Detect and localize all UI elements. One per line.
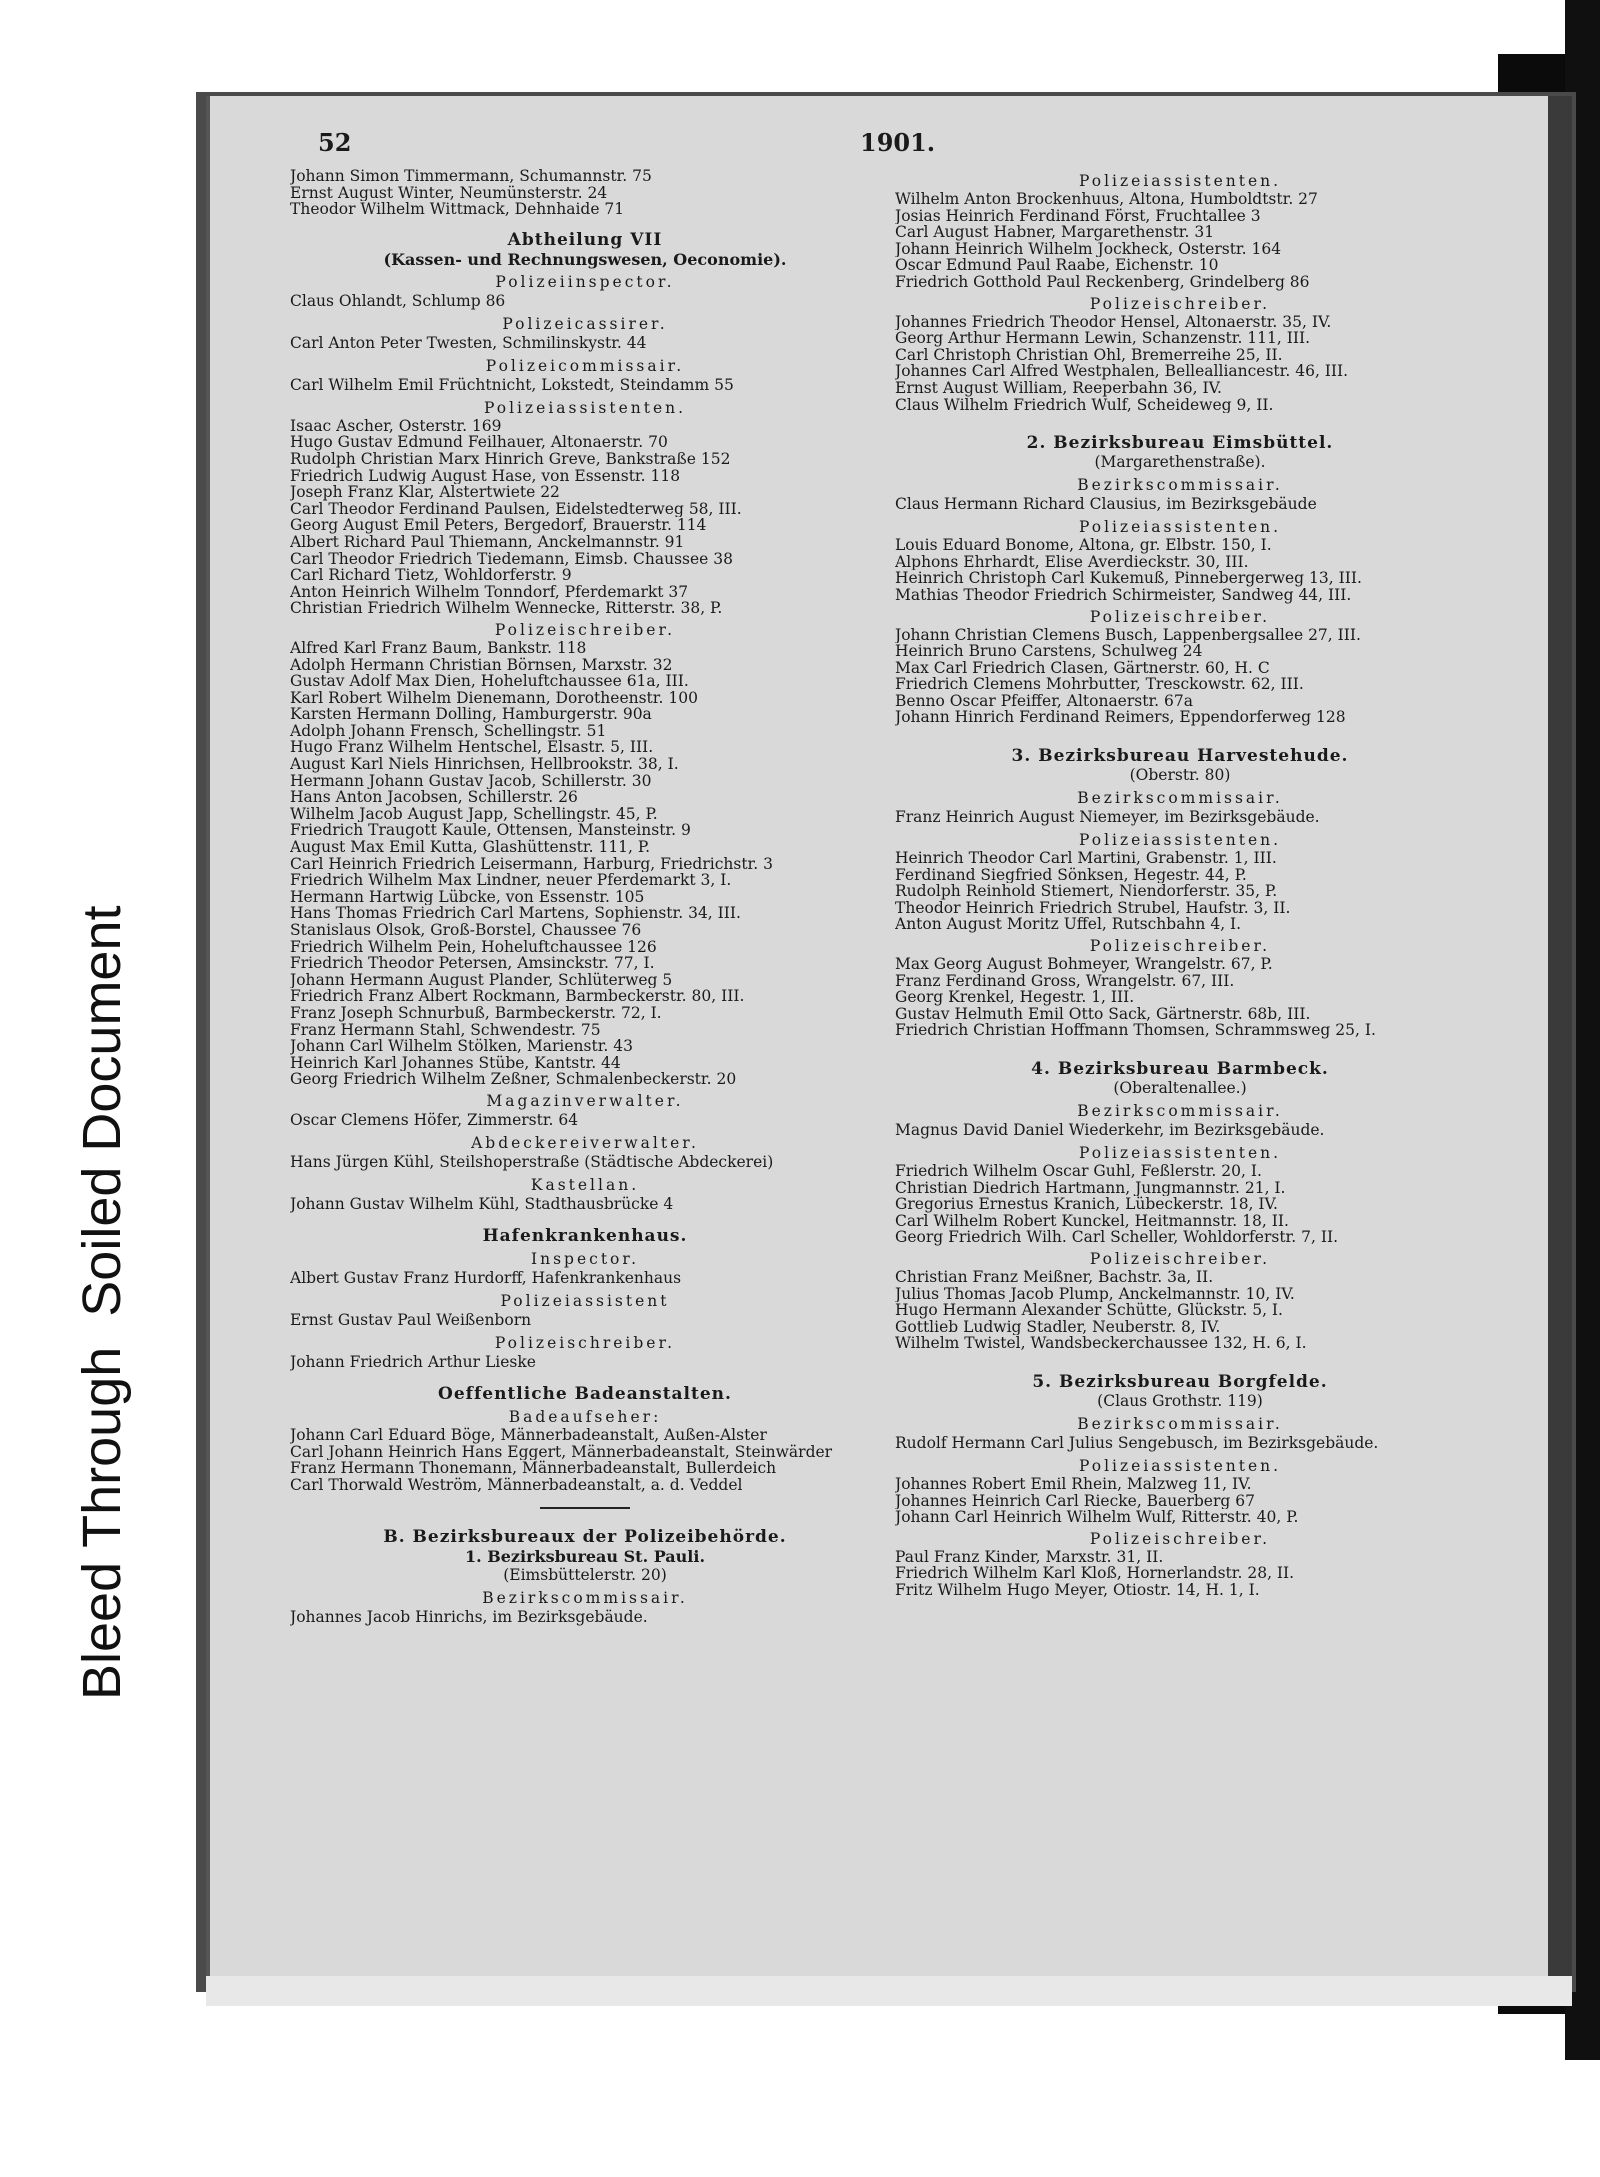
entry: Johann Hinrich Ferdinand Reimers, Eppendorferweg 128: [895, 709, 1346, 727]
section-title: 3. Bezirksbureau Harvestehude.: [1011, 746, 1349, 767]
section-title: Oeffentliche Badeanstalten.: [438, 1383, 732, 1404]
divider: [540, 1507, 630, 1509]
role-heading: Bezirkscommissair.: [1077, 1414, 1283, 1433]
role-heading: Polizeischreiber.: [1089, 607, 1271, 626]
entry: Gregorius Ernestus Kranich, Lübeckerstr. 18, IV.: [895, 1196, 1278, 1213]
entry: Friedrich Franz Albert Rockmann, Barmbeckerstr. 80, III.: [290, 988, 745, 1005]
entry: Johann Simon Timmermann, Schumannstr. 75: [290, 168, 652, 185]
entry: Friedrich Wilhelm Max Lindner, neuer Pferdemarkt 3, I.: [290, 872, 732, 889]
role-heading: Polizeischreiber.: [1089, 1529, 1271, 1548]
entry: Heinrich Theodor Carl Martini, Grabenstr. 1, III.: [895, 850, 1277, 867]
entry: Hans Anton Jacobsen, Schillerstr. 26: [290, 789, 578, 806]
entry: Georg Arthur Hermann Lewin, Schanzenstr. 111, III.: [895, 330, 1311, 347]
role-heading: Polizeicommissair.: [485, 356, 685, 375]
entry: Adolph Johann Frensch, Schellingstr. 51: [290, 722, 607, 740]
entry: Rudolph Christian Marx Hinrich Greve, Bankstraße 152: [290, 450, 731, 468]
entry: Johannes Friedrich Theodor Hensel, Altonaerstr. 35, IV.: [895, 313, 1332, 331]
entry: Friedrich Clemens Mohrbutter, Tresckowstr. 62, III.: [895, 676, 1304, 693]
entry: Friedrich Wilhelm Oscar Guhl, Feßlerstr. 20, I.: [895, 1163, 1262, 1180]
entry: Hugo Hermann Alexander Schütte, Glückstr. 5, I.: [895, 1302, 1283, 1319]
entry: Hermann Johann Gustav Jacob, Schillerstr. 30: [290, 772, 652, 790]
section-title: 2. Bezirksbureau Eimsbüttel.: [1026, 433, 1334, 454]
entry: Max Carl Friedrich Clasen, Gärtnerstr. 60, H. C: [895, 659, 1270, 677]
entry: Johann Gustav Wilhelm Kühl, Stadthausbrücke 4: [290, 1194, 674, 1213]
entry: Isaac Ascher, Osterstr. 169: [290, 417, 502, 435]
page-bottom-strip: [206, 1976, 1572, 2006]
role-heading: Polizeicassirer.: [502, 314, 668, 333]
entry: Friedrich Christian Hoffmann Thomsen, Schrammsweg 25, I.: [895, 1022, 1376, 1039]
entry: Carl August Habner, Margarethenstr. 31: [895, 224, 1215, 241]
entry: Ernst August Winter, Neumünsterstr. 24: [290, 184, 608, 202]
entry: Oscar Edmund Paul Raabe, Eichenstr. 10: [895, 257, 1219, 274]
role-heading: Polizeiassistenten.: [1078, 518, 1282, 537]
entry: Friedrich Traugott Kaule, Ottensen, Mansteinstr. 9: [290, 822, 691, 840]
role-heading: Kastellan.: [530, 1175, 640, 1194]
page-gutter: [1548, 96, 1572, 1976]
entry: Christian Diedrich Hartmann, Jungmannstr. 21, I.: [895, 1179, 1286, 1197]
entry: Georg Krenkel, Hegestr. 1, III.: [895, 989, 1135, 1006]
entry: Friedrich Wilhelm Pein, Hoheluftchaussee 126: [290, 938, 657, 956]
entry: Georg Friedrich Wilh. Carl Scheller, Wohldorferstr. 7, II.: [895, 1229, 1338, 1246]
entry: Magnus David Daniel Wiederkehr, im Bezirksgebäude.: [895, 1121, 1325, 1139]
section-title: Hafenkrankenhaus.: [482, 1225, 688, 1246]
entry: Carl Richard Tietz, Wohldorferstr. 9: [290, 567, 572, 584]
entry: Claus Hermann Richard Clausius, im Bezirksgebäude: [895, 495, 1317, 514]
entry: Johann Carl Eduard Böge, Männerbadeanstalt, Außen-Alster: [290, 1426, 767, 1444]
entry: Gustav Adolf Max Dien, Hoheluftchaussee 61a, III.: [290, 673, 689, 690]
role-heading: Polizeischreiber.: [494, 1333, 676, 1352]
section-title: Abtheilung VII: [507, 229, 663, 250]
entry: Franz Hermann Thonemann, Männerbadeanstalt, Bullerdeich: [290, 1460, 777, 1477]
entry: Carl Heinrich Friedrich Leisermann, Harburg, Friedrichstr. 3: [290, 855, 773, 873]
entry: Ernst August William, Reeperbahn 36, IV.: [895, 379, 1222, 397]
section-subtitle: (Kassen- und Rechnungswesen, Oeconomie).: [383, 249, 787, 269]
entry: Karsten Hermann Dolling, Hamburgerstr. 90a: [290, 706, 652, 723]
entry: Christian Friedrich Wilhelm Wennecke, Ritterstr. 38, P.: [290, 600, 723, 617]
section-title: 5. Bezirksbureau Borgfelde.: [1032, 1371, 1328, 1392]
banner-bleed-through: Bleed Through: [72, 1346, 132, 1700]
entry: Theodor Heinrich Friedrich Strubel, Haufstr. 3, II.: [895, 899, 1291, 917]
entry: Stanislaus Olsok, Groß-Borstel, Chaussee 76: [290, 922, 642, 939]
entry: Johannes Robert Emil Rhein, Malzweg 11, IV.: [895, 1475, 1252, 1493]
entry: Oscar Clemens Höfer, Zimmerstr. 64: [290, 1110, 579, 1129]
entry: Karl Robert Wilhelm Dienemann, Dorotheenstr. 100: [290, 689, 698, 707]
entry: Gustav Helmuth Emil Otto Sack, Gärtnerstr. 68b, III.: [895, 1005, 1311, 1023]
role-heading: Polizeiassistenten.: [1078, 1144, 1282, 1162]
entry: Georg August Emil Peters, Bergedorf, Brauerstr. 114: [290, 517, 707, 534]
entry: Theodor Wilhelm Wittmack, Dehnhaide 71: [290, 201, 625, 218]
entry: Johann Friedrich Arthur Lieske: [290, 1352, 536, 1371]
entry: Max Georg August Bohmeyer, Wrangelstr. 67, P.: [895, 956, 1273, 973]
role-heading: Polizeischreiber.: [1089, 1249, 1271, 1268]
entry: Johann Carl Wilhelm Stölken, Marienstr. 43: [290, 1038, 634, 1055]
entry: Johann Hermann August Plander, Schlüterweg 5: [290, 971, 673, 989]
entry: Anton Heinrich Wilhelm Tonndorf, Pferdemarkt 37: [290, 583, 689, 601]
entry: Franz Heinrich August Niemeyer, im Bezirksgebäude.: [895, 808, 1320, 827]
role-heading: Abdeckereiverwalter.: [471, 1133, 699, 1152]
entry: Johannes Jacob Hinrichs, im Bezirksgebäude.: [290, 1608, 648, 1627]
entry: Carl Anton Peter Twesten, Schmilinskystr. 44: [290, 333, 647, 352]
entry: Johannes Carl Alfred Westphalen, Bellealliancestr. 46, III.: [895, 363, 1349, 380]
role-heading: Bezirkscommissair.: [482, 1589, 688, 1608]
entry: Johannes Heinrich Carl Riecke, Bauerberg 67: [895, 1492, 1255, 1510]
role-heading: Polizeiassistenten.: [1078, 1456, 1282, 1475]
entry: Josias Heinrich Ferdinand Först, Fruchtallee 3: [895, 207, 1261, 225]
entry: August Karl Niels Hinrichsen, Hellbrookstr. 38, I.: [290, 756, 679, 773]
role-heading: Polizeischreiber.: [494, 620, 676, 639]
entry: Heinrich Bruno Carstens, Schulweg 24: [895, 643, 1203, 660]
right-column: [895, 168, 1465, 1599]
entry: Heinrich Karl Johannes Stübe, Kantstr. 44: [290, 1054, 621, 1072]
entry: Carl Wilhelm Emil Früchtnicht, Lokstedt, Steindamm 55: [290, 375, 734, 394]
role-heading: Magazinverwalter.: [486, 1091, 684, 1110]
entry: Carl Thorwald Weström, Männerbadeanstalt, a. d. Veddel: [290, 1476, 743, 1494]
entry: Wilhelm Jacob August Japp, Schellingstr. 45, P.: [290, 805, 658, 823]
address-line: (Oberstr. 80): [1129, 766, 1231, 785]
entry: Georg Friedrich Wilhelm Zeßner, Schmalenbeckerstr. 20: [290, 1071, 737, 1088]
entry: Hans Jürgen Kühl, Steilshoperstraße (Städtische Abdeckerei): [290, 1152, 774, 1171]
entry: Franz Hermann Stahl, Schwendestr. 75: [290, 1021, 601, 1039]
entry: Rudolf Hermann Carl Julius Sengebusch, im Bezirksgebäude.: [895, 1433, 1379, 1452]
entry: Hugo Franz Wilhelm Hentschel, Elsastr. 5, III.: [290, 739, 654, 757]
address-line: (Eimsbüttelerstr. 20): [503, 1566, 667, 1585]
role-heading: Polizeischreiber.: [1089, 937, 1271, 956]
role-heading: Badeaufseher:: [508, 1407, 662, 1426]
entry: Paul Franz Kinder, Marxstr. 31, II.: [895, 1548, 1164, 1566]
role-heading: Inspector.: [530, 1249, 640, 1268]
entry: Heinrich Christoph Carl Kukemuß, Pinnebergerweg 13, III.: [895, 570, 1362, 587]
entry: Gottlieb Ludwig Stadler, Neuberstr. 8, IV.: [895, 1318, 1221, 1336]
entry: Friedrich Ludwig August Hase, von Essenstr. 118: [290, 467, 681, 485]
entry: Anton August Moritz Uffel, Rutschbahn 4, I.: [895, 916, 1242, 934]
page-year: 1901.: [860, 128, 936, 157]
address-line: (Claus Grothstr. 119): [1097, 1391, 1263, 1410]
entry: Mathias Theodor Friedrich Schirmeister, Sandweg 44, III.: [895, 586, 1352, 604]
section-title: 4. Bezirksbureau Barmbeck.: [1031, 1059, 1329, 1079]
entry: Claus Ohlandt, Schlump 86: [290, 291, 506, 310]
entry: Carl Theodor Ferdinand Paulsen, Eidelstedterweg 58, III.: [290, 500, 742, 518]
role-heading: Polizeiassistenten.: [1078, 172, 1282, 190]
role-heading: Polizeiassistenten.: [1078, 831, 1282, 850]
entry: Friedrich Wilhelm Karl Kloß, Hornerlandstr. 28, II.: [895, 1565, 1295, 1582]
entry: Hugo Gustav Edmund Feilhauer, Altonaerstr. 70: [290, 434, 668, 451]
entry: Franz Ferdinand Gross, Wrangelstr. 67, III.: [895, 972, 1235, 990]
role-heading: Bezirkscommissair.: [1077, 1102, 1283, 1120]
entry: Carl Theodor Friedrich Tiedemann, Eimsb. Chaussee 38: [290, 550, 733, 568]
address-line: (Oberaltenallee.): [1113, 1079, 1247, 1097]
page-number: 52: [318, 128, 352, 157]
section-subtitle: 1. Bezirksbureau St. Pauli.: [464, 1547, 706, 1567]
section-title: B. Bezirksbureaux der Polizeibehörde.: [383, 1527, 787, 1548]
banner-soiled-document: Soiled Document: [72, 905, 132, 1317]
role-heading: Bezirkscommissair.: [1077, 476, 1283, 495]
entry: Franz Joseph Schnurbuß, Barmbeckerstr. 72, I.: [290, 1004, 662, 1022]
entry: Johann Carl Heinrich Wilhelm Wulf, Ritterstr. 40, P.: [895, 1509, 1299, 1526]
entry: Johann Heinrich Wilhelm Jockheck, Osterstr. 164: [895, 240, 1282, 258]
entry: Alphons Ehrhardt, Elise Averdieckstr. 30, III.: [895, 553, 1249, 571]
entry: Albert Gustav Franz Hurdorff, Hafenkrankenhaus: [290, 1268, 682, 1287]
entry: Julius Thomas Jacob Plump, Anckelmannstr. 10, IV.: [895, 1285, 1295, 1303]
entry: Albert Richard Paul Thiemann, Anckelmannstr. 91: [290, 533, 685, 551]
left-column: [290, 168, 880, 1627]
address-line: (Margarethenstraße).: [1094, 453, 1266, 472]
entry: Adolph Hermann Christian Börnsen, Marxstr. 32: [290, 656, 673, 674]
role-heading: Polizeischreiber.: [1089, 294, 1271, 313]
role-heading: Polizeiassistenten.: [483, 398, 687, 417]
entry: Johann Christian Clemens Busch, Lappenbergsallee 27, III.: [895, 626, 1361, 644]
entry: Friedrich Theodor Petersen, Amsinckstr. 77, I.: [290, 955, 655, 972]
entry: Ferdinand Siegfried Sönksen, Hegestr. 44, P.: [895, 866, 1247, 884]
entry: Alfred Karl Franz Baum, Bankstr. 118: [290, 639, 587, 657]
entry: Carl Wilhelm Robert Kunckel, Heitmannstr. 18, II.: [895, 1212, 1289, 1230]
entry: Claus Wilhelm Friedrich Wulf, Scheideweg 9, II.: [895, 396, 1274, 414]
entry: Carl Johann Heinrich Hans Eggert, Männerbadeanstalt, Steinwärder: [290, 1443, 833, 1461]
entry: Rudolph Reinhold Stiemert, Niendorferstr. 35, P.: [895, 883, 1278, 900]
scan-banner: [58, 700, 146, 1700]
role-heading: Bezirkscommissair.: [1077, 789, 1283, 808]
entry: Joseph Franz Klar, Alstertwiete 22: [290, 484, 560, 501]
entry: Benno Oscar Pfeiffer, Altonaerstr. 67a: [895, 692, 1193, 710]
role-heading: Polizeiassistent: [500, 1291, 670, 1310]
entry: Wilhelm Anton Brockenhuus, Altona, Humboldtstr. 27: [895, 191, 1318, 208]
entry: Ernst Gustav Paul Weißenborn: [290, 1310, 532, 1329]
entry: Fritz Wilhelm Hugo Meyer, Otiostr. 14, H. 1, I.: [895, 1581, 1260, 1599]
entry: Hermann Hartwig Lübcke, von Essenstr. 105: [290, 888, 645, 906]
entry: Friedrich Gotthold Paul Reckenberg, Grindelberg 86: [895, 273, 1310, 291]
entry: Christian Franz Meißner, Bachstr. 3a, II.: [895, 1268, 1214, 1286]
role-heading: Polizeiinspector.: [495, 272, 675, 291]
entry: Louis Eduard Bonome, Altona, gr. Elbstr. 150, I.: [895, 537, 1272, 554]
entry: Carl Christoph Christian Ohl, Bremerreihe 25, II.: [895, 346, 1283, 364]
entry: Wilhelm Twistel, Wandsbeckerchaussee 132, H. 6, I.: [895, 1335, 1307, 1352]
entry: August Max Emil Kutta, Glashüttenstr. 111, P.: [290, 839, 651, 856]
entry: Hans Thomas Friedrich Carl Martens, Sophienstr. 34, III.: [290, 905, 741, 922]
